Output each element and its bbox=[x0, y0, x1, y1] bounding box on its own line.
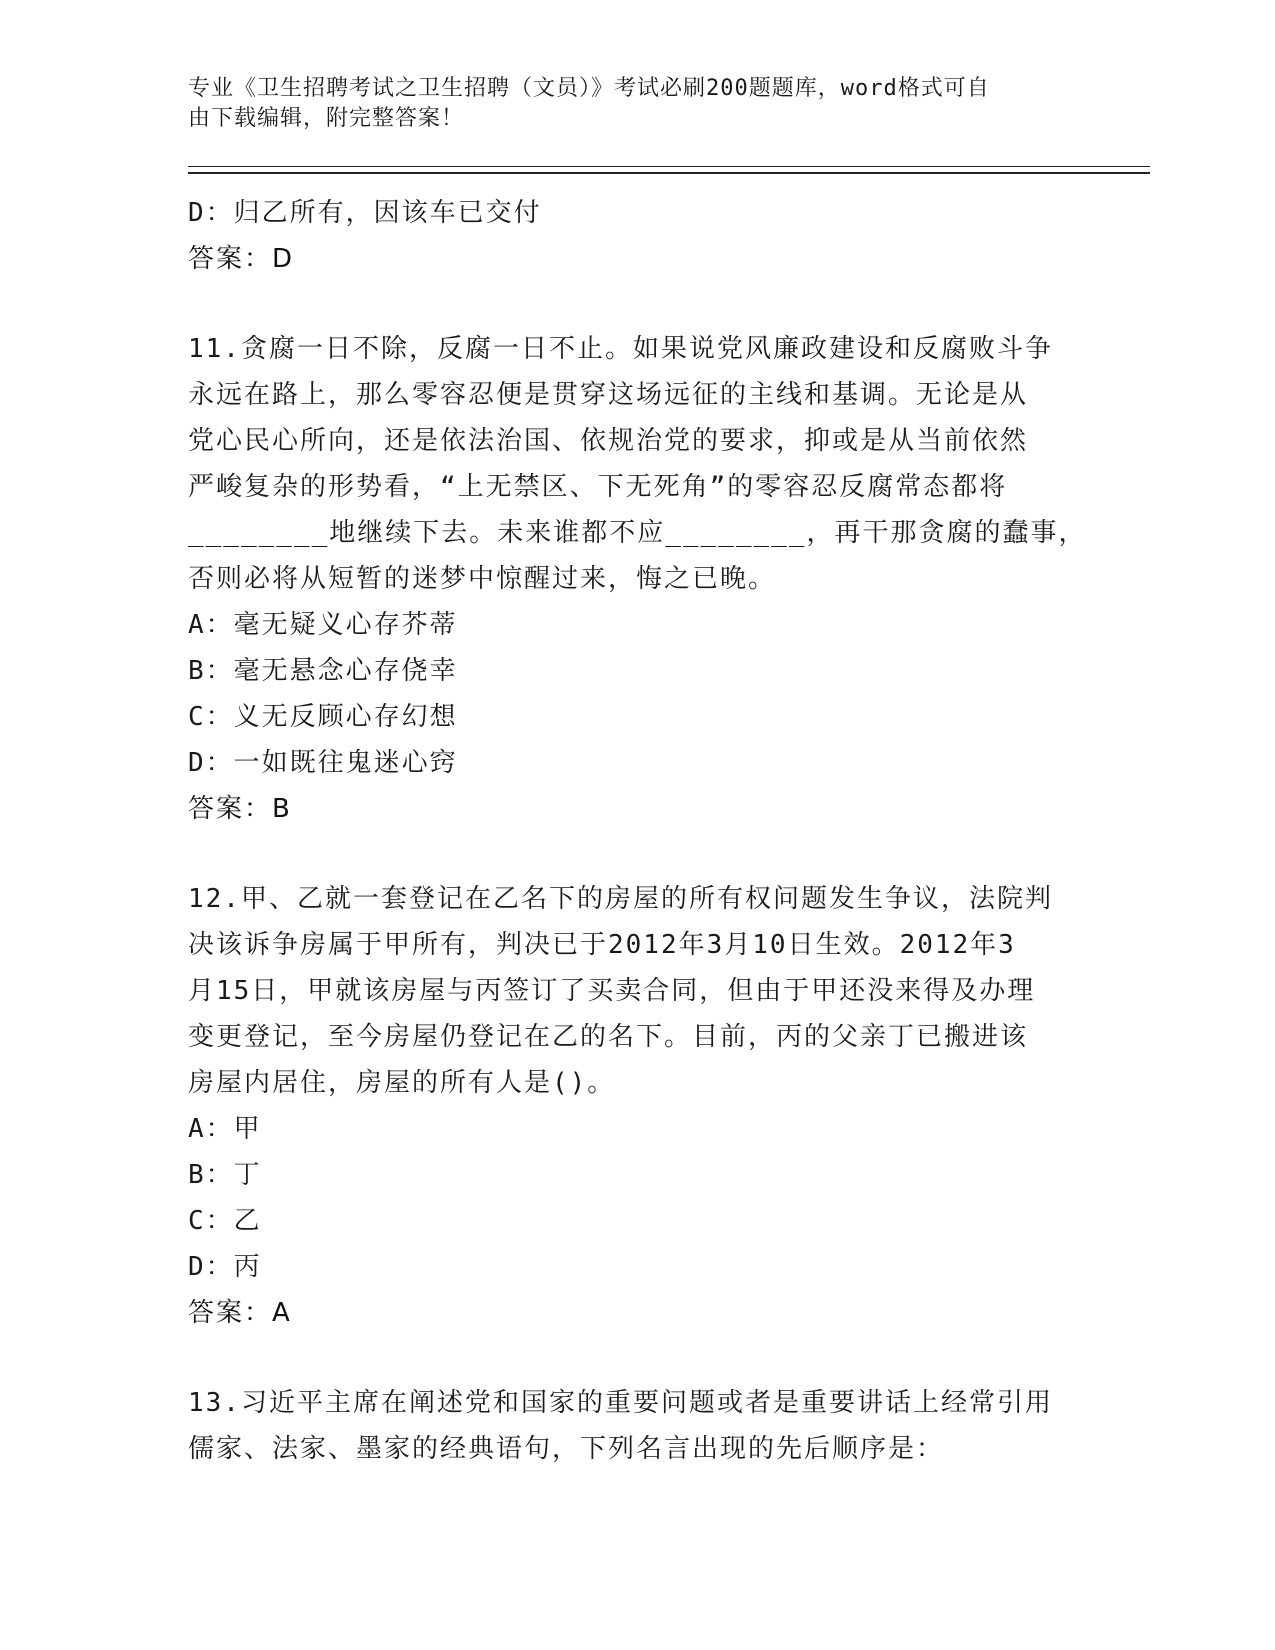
answer-line: 答案：B bbox=[188, 794, 292, 824]
question-12 bbox=[188, 876, 1088, 1336]
answer-line: 答案：A bbox=[188, 1298, 292, 1328]
spacer bbox=[188, 832, 1088, 876]
header-divider-thin bbox=[188, 166, 1150, 167]
question-text-line: 否则必将从短暂的迷梦中惊醒过来，悔之已晚。 bbox=[188, 564, 777, 594]
question-text-line: 严峻复杂的形势看，“上无禁区、下无死角”的零容忍反腐常态都将 bbox=[188, 472, 1008, 502]
document-header bbox=[188, 74, 1068, 134]
option-d: D：归乙所有，因该车已交付 bbox=[188, 198, 542, 228]
option-a: A：毫无疑义心存芥蒂 bbox=[188, 610, 458, 640]
question-text-line: 12.甲、乙就一套登记在乙名下的房屋的所有权问题发生争议，法院判 bbox=[188, 884, 1053, 914]
option-c: C：义无反顾心存幻想 bbox=[188, 702, 458, 732]
question-text-line: 永远在路上，那么零容忍便是贯穿这场远征的主线和基调。无论是从 bbox=[188, 380, 1029, 410]
question-text-line: 月15日，甲就该房屋与丙签订了买卖合同，但由于甲还没来得及办理 bbox=[188, 976, 1036, 1006]
question-text-line: 13.习近平主席在阐述党和国家的重要问题或者是重要讲话上经常引用 bbox=[188, 1388, 1053, 1418]
question-text-line: 变更登记，至今房屋仍登记在乙的名下。目前，丙的父亲丁已搬进该 bbox=[188, 1022, 1029, 1052]
document-body bbox=[188, 190, 1088, 1472]
question-text-line: 儒家、法家、墨家的经典语句，下列名言出现的先后顺序是： bbox=[188, 1434, 945, 1464]
option-c: C：乙 bbox=[188, 1206, 262, 1236]
option-b: B：毫无悬念心存侥幸 bbox=[188, 656, 458, 686]
question-text-line: ________地继续下去。未来谁都不应________，再干那贪腐的蠢事， bbox=[188, 518, 1087, 548]
spacer bbox=[188, 1336, 1088, 1380]
question-text-line: 11.贪腐一日不除，反腐一日不止。如果说党风廉政建设和反腐败斗争 bbox=[188, 334, 1053, 364]
answer-line: 答案：D bbox=[188, 244, 295, 274]
question-text-line: 决该诉争房属于甲所有，判决已于2012年3月10日生效。2012年3 bbox=[188, 930, 1016, 960]
question-text-line: 房屋内居住，房屋的所有人是()。 bbox=[188, 1068, 616, 1098]
option-d: D：一如既往鬼迷心窍 bbox=[188, 748, 458, 778]
header-line-2: 由下载编辑，附完整答案！ bbox=[188, 106, 465, 131]
option-d: D：丙 bbox=[188, 1252, 262, 1282]
option-a: A：甲 bbox=[188, 1114, 262, 1144]
question-13 bbox=[188, 1380, 1088, 1472]
header-divider-thick bbox=[188, 172, 1150, 174]
header-line-1: 专业《卫生招聘考试之卫生招聘（文员）》考试必刷200题题库，word格式可自 bbox=[188, 76, 990, 101]
question-text-line: 党心民心所向，还是依法治国、依规治党的要求，抑或是从当前依然 bbox=[188, 426, 1029, 456]
option-b: B：丁 bbox=[188, 1160, 262, 1190]
carryover-block bbox=[188, 190, 1088, 282]
question-11 bbox=[188, 326, 1088, 832]
spacer bbox=[188, 282, 1088, 326]
